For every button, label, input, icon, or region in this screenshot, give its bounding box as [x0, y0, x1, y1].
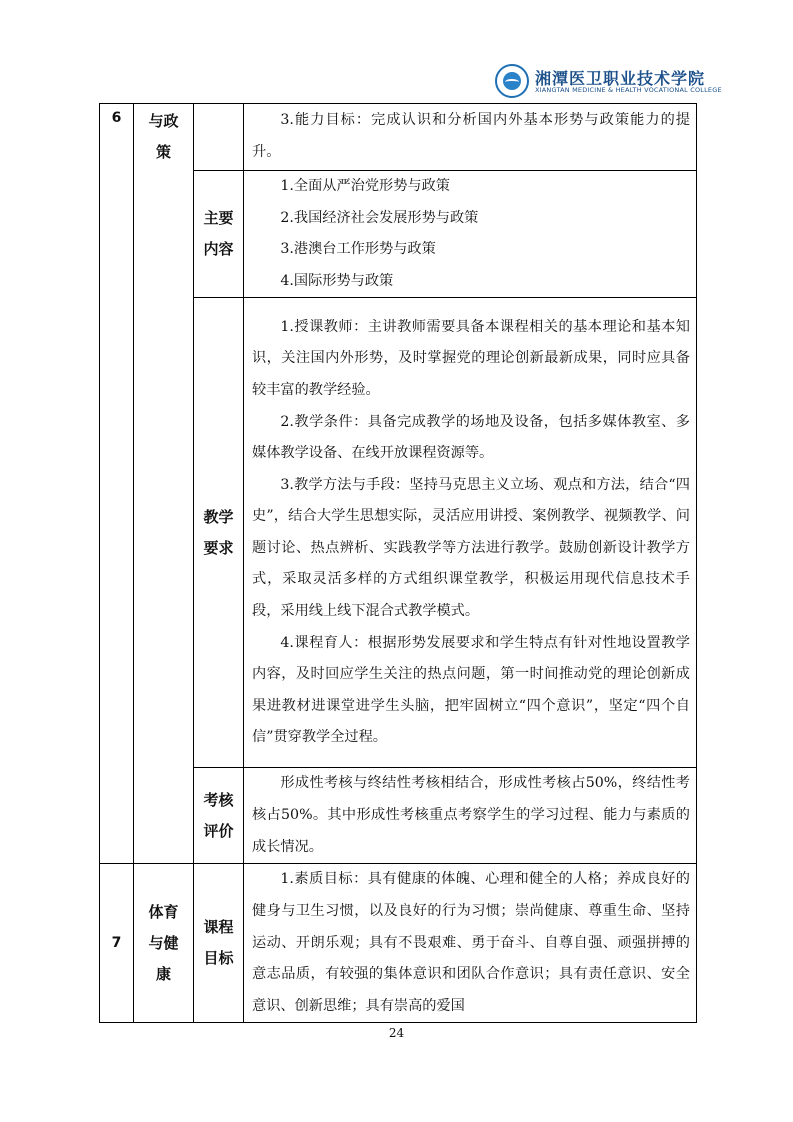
school-logo-icon	[495, 64, 529, 98]
course-name: 与政 策	[134, 104, 194, 864]
course-name: 体育 与健 康	[134, 864, 194, 1023]
course-number: 6	[100, 104, 134, 864]
section-body: 1.授课教师：主讲教师需要具备本课程相关的基本理论和基本知识，关注国内外形势，及时掌握党的理论创新最新成果，同时应具备较丰富的教学经验。 2.教学条件：具备完成教学的场地及设备，包括多媒体教室、多媒体教学设备、在线开放课程资源等。 3.教学方法与手段：坚持马克思主义立场、观点和方法，结合“四史”，结合大学生思想实际，灵活应用讲授、案例教学、视频教学、问题讨论、热点辨析、实践教学等方法进行教学。鼓励创新设计教学方式，采取灵活多样的方式组织课堂教学，积极运用现代信息技术手段，采用线上线下混合式教学模式。 4.课程育人：根据形势发展要求和学生特点有针对性地设置教学内容，及时回应学生关注的热点问题，第一时间推动党的理论创新成果进教材进课堂进学生头脑，把牢固树立“四个意识”，坚定“四个自信”贯穿教学全过程。	[244, 298, 697, 768]
category-label: 教学 要求	[194, 298, 244, 768]
school-name-en: XIANGTAN MEDICINE & HEALTH VOCATIONAL COLLEGE	[535, 86, 722, 94]
category-label: 课程 目标	[194, 864, 244, 1023]
course-number: 7	[100, 864, 134, 1023]
school-name-cn: 湘潭医卫职业技术学院	[535, 69, 706, 88]
section-body: 3.能力目标：完成认识和分析国内外基本形势与政策能力的提升。	[244, 104, 697, 171]
table-row	[100, 104, 697, 171]
table-row	[100, 864, 697, 1023]
page-header	[495, 62, 725, 102]
category-label: 主要 内容	[194, 171, 244, 298]
page-number: 24	[388, 1026, 405, 1040]
section-body: 1.全面从严治党形势与政策 2.我国经济社会发展形势与政策 3.港澳台工作形势与政策 4.国际形势与政策	[244, 171, 697, 298]
category-label: 考核 评价	[194, 768, 244, 864]
section-body: 1.素质目标：具有健康的体魄、心理和健全的人格；养成良好的健身与卫生习惯，以及良好的行为习惯；崇尚健康、尊重生命、坚持运动、开朗乐观；具有不畏艰难、勇于奋斗、自尊自强、顽强拼搏的意志品质，有较强的集体意识和团队合作意识；具有责任意识、安全意识、创新思维；具有崇高的爱国	[244, 864, 697, 1023]
category-cell-empty	[194, 104, 244, 171]
section-body: 形成性考核与终结性考核相结合，形成性考核占50%，终结性考核占50%。其中形成性考核重点考察学生的学习过程、能力与素质的成长情况。	[244, 768, 697, 864]
curriculum-table	[99, 103, 697, 1023]
